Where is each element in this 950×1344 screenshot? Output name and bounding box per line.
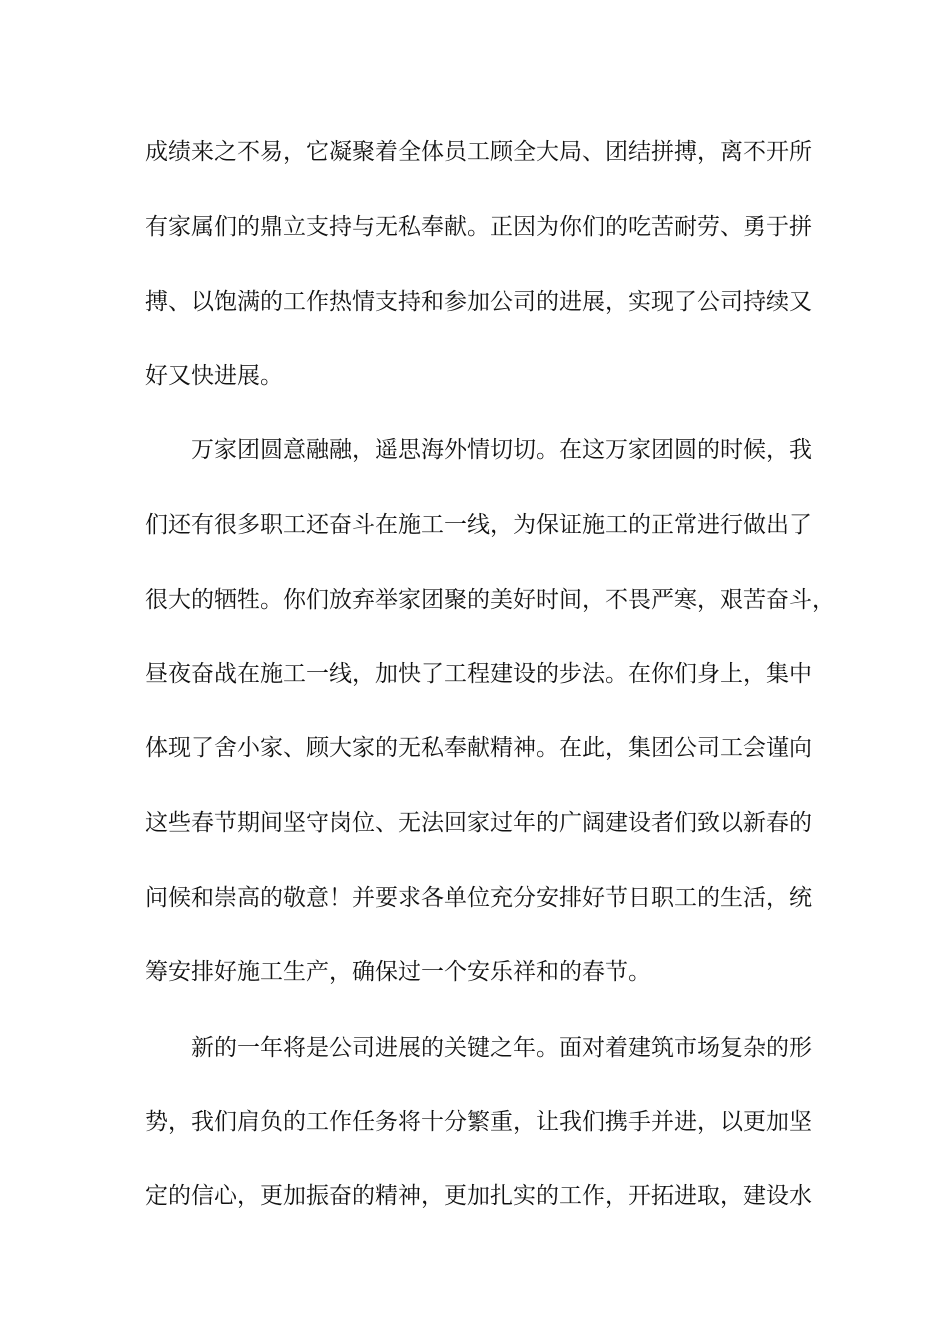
paragraph-3-line-1: 新的一年将是公司进展的关键之年。面对着建筑市场复杂的形 bbox=[191, 1035, 812, 1061]
paragraph-3-line-2: 势，我们肩负的工作任务将十分繁重，让我们携手并进，以更加坚 bbox=[145, 1109, 812, 1135]
paragraph-1-line-3: 搏、以饱满的工作热情支持和参加公司的进展，实现了公司持续又 bbox=[145, 289, 812, 315]
paragraph-2-line-5: 体现了舍小家、顾大家的无私奉献精神。在此，集团公司工会谨向 bbox=[145, 735, 812, 761]
paragraph-2-line-8: 筹安排好施工生产，确保过一个安乐祥和的春节。 bbox=[145, 959, 651, 985]
paragraph-2-line-2: 们还有很多职工还奋斗在施工一线，为保证施工的正常进行做出了 bbox=[145, 512, 812, 538]
paragraph-1-line-4: 好又快进展。 bbox=[145, 363, 283, 389]
paragraph-3-line-3: 定的信心，更加振奋的精神，更加扎实的工作，开拓进取，建设水 bbox=[145, 1183, 812, 1209]
paragraph-2-line-1: 万家团圆意融融，遥思海外情切切。在这万家团圆的时候，我 bbox=[191, 437, 812, 463]
paragraph-1-line-2: 有家属们的鼎立支持与无私奉献。正因为你们的吃苦耐劳、勇于拼 bbox=[145, 214, 812, 240]
paragraph-2-line-4: 昼夜奋战在施工一线，加快了工程建设的步法。在你们身上，集中 bbox=[145, 661, 812, 687]
paragraph-1-line-1: 成绩来之不易，它凝聚着全体员工顾全大局、团结拼搏，离不开所 bbox=[145, 139, 812, 165]
paragraph-2-line-7: 问候和崇高的敬意！并要求各单位充分安排好节日职工的生活，统 bbox=[145, 885, 812, 911]
paragraph-2-line-6: 这些春节期间坚守岗位、无法回家过年的广阔建设者们致以新春的 bbox=[145, 810, 812, 836]
paragraph-2-line-3: 很大的牺牲。你们放弃举家团聚的美好时间，不畏严寒，艰苦奋斗， bbox=[145, 587, 835, 613]
